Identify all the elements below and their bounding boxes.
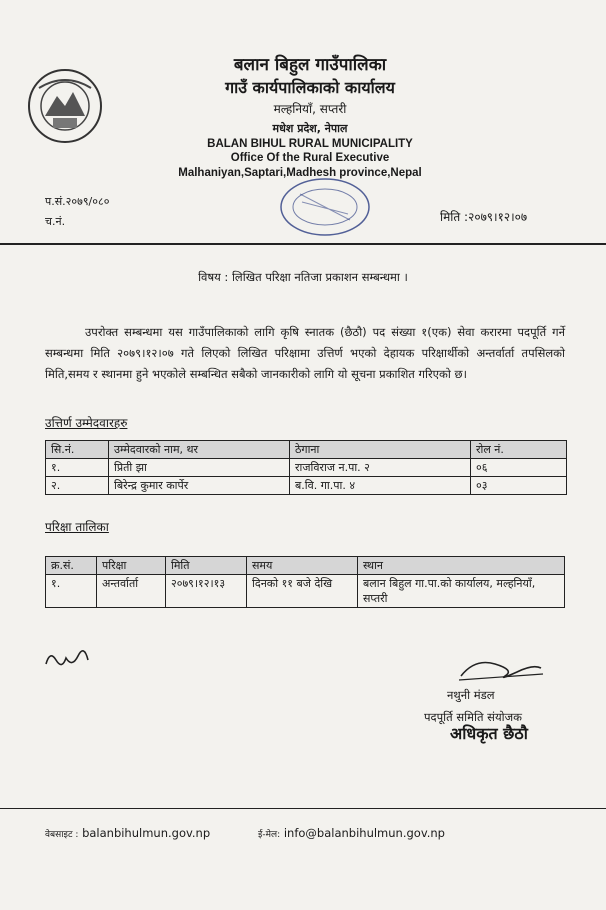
table-row xyxy=(46,459,567,477)
table-cell: २०७९।१२।१३ xyxy=(166,575,247,608)
notice-body: उपरोक्त सम्बन्धमा यस गाउँपालिकाको लागि कृषि स्नातक (छैठौ) पद संख्या १(एक) सेवा करारमा पदपूर्ति गर्ने सम्बन्धमा मिति २०७९।१२।०७ गते लिएको लिखित परिक्षामा उत्तिर्ण भएको देहायक परिक्षार्थीको अन्तर्वार्ता तपसिलको मिति,समय र स्थानमा हुने भएकोले सम्बन्धित सबैको जानकारीको लागि यो सूचना प्रकाशित गरिएको छ। xyxy=(45,325,565,381)
table-cell: १. xyxy=(46,459,109,477)
handwritten-initials xyxy=(42,646,92,676)
municipality-name-english: BALAN BIHUL RURAL MUNICIPALITY xyxy=(207,138,413,150)
column-header: स्थान xyxy=(358,557,565,575)
dispatch-number: च.नं. xyxy=(45,215,66,228)
table-cell: बिरेन्द्र कुमार कार्पेर xyxy=(109,477,290,495)
table-cell: २. xyxy=(46,477,109,495)
signatory-title: पदपूर्ति समिति संयोजक xyxy=(424,710,522,724)
column-header: ठेगाना xyxy=(290,441,471,459)
website-label: वेबसाइट : xyxy=(45,830,79,840)
table-cell: १. xyxy=(46,575,97,608)
address-english: Malhaniyan,Saptari,Madhesh province,Nepal xyxy=(178,167,422,179)
exam-schedule-table xyxy=(45,556,565,608)
office-seal-stamp xyxy=(270,172,380,242)
column-header: परिक्षा xyxy=(97,557,166,575)
subject-line: विषय : लिखित परिक्षा नतिजा प्रकाशन सम्बन्धमा । xyxy=(198,270,408,284)
website-link[interactable]: balanbihulmun.gov.np xyxy=(82,826,211,840)
exam-schedule-heading: परिक्षा तालिका xyxy=(45,520,109,534)
letter-date: मिति :२०७९।१२।०७ xyxy=(440,210,528,224)
table-cell: ०३ xyxy=(471,477,567,495)
table-header-row xyxy=(46,441,567,459)
officer-stamp: अधिकृत छैठौ xyxy=(450,724,528,743)
office-name-english: Office Of the Rural Executive xyxy=(230,152,390,164)
table-cell: दिनको ११ बजे देखि xyxy=(247,575,358,608)
passed-candidates-heading: उत्तिर्ण उम्मेदवारहरु xyxy=(45,416,128,430)
column-header: रोल नं. xyxy=(471,441,567,459)
table-cell: ०६ xyxy=(471,459,567,477)
table-header-row xyxy=(46,557,565,575)
government-emblem xyxy=(25,66,105,146)
column-header: सि.नं. xyxy=(46,441,109,459)
column-header: समय xyxy=(247,557,358,575)
header-divider xyxy=(0,243,606,245)
passed-candidates-table xyxy=(45,440,567,495)
footer-divider xyxy=(0,808,606,809)
email-label: ई-मेल: xyxy=(258,830,281,840)
location-nepali: मल्हनियाँ, सप्तरी xyxy=(273,102,347,116)
table-row xyxy=(46,477,567,495)
office-name-nepali: गाउँ कार्यपालिकाको कार्यालय xyxy=(225,78,395,97)
table-cell: राजविराज न.पा. २ xyxy=(290,459,471,477)
signatory-signature xyxy=(455,652,545,684)
footer-email xyxy=(258,826,445,840)
letter-number: प.सं.२०७९/०८० xyxy=(45,195,110,208)
municipality-name-nepali: बलान बिहुल गाउँपालिका xyxy=(233,55,387,75)
signatory-name: नथुनी मंडल xyxy=(447,688,495,702)
email-link[interactable]: info@balanbihulmun.gov.np xyxy=(283,826,445,840)
column-header: क्र.सं. xyxy=(46,557,97,575)
column-header: मिति xyxy=(166,557,247,575)
table-cell: प्रिती झा xyxy=(109,459,290,477)
table-cell: अन्तर्वार्ता xyxy=(97,575,166,608)
table-cell: ब.वि. गा.पा. ४ xyxy=(290,477,471,495)
column-header: उम्मेदवारको नाम, थर xyxy=(109,441,290,459)
province-nepali: मधेश प्रदेश, नेपाल xyxy=(272,122,348,135)
table-row xyxy=(46,575,565,608)
table-cell: बलान बिहुल गा.पा.को कार्यालय, मल्हनियाँ, सप्तरी xyxy=(358,575,565,608)
footer-website xyxy=(45,826,210,840)
